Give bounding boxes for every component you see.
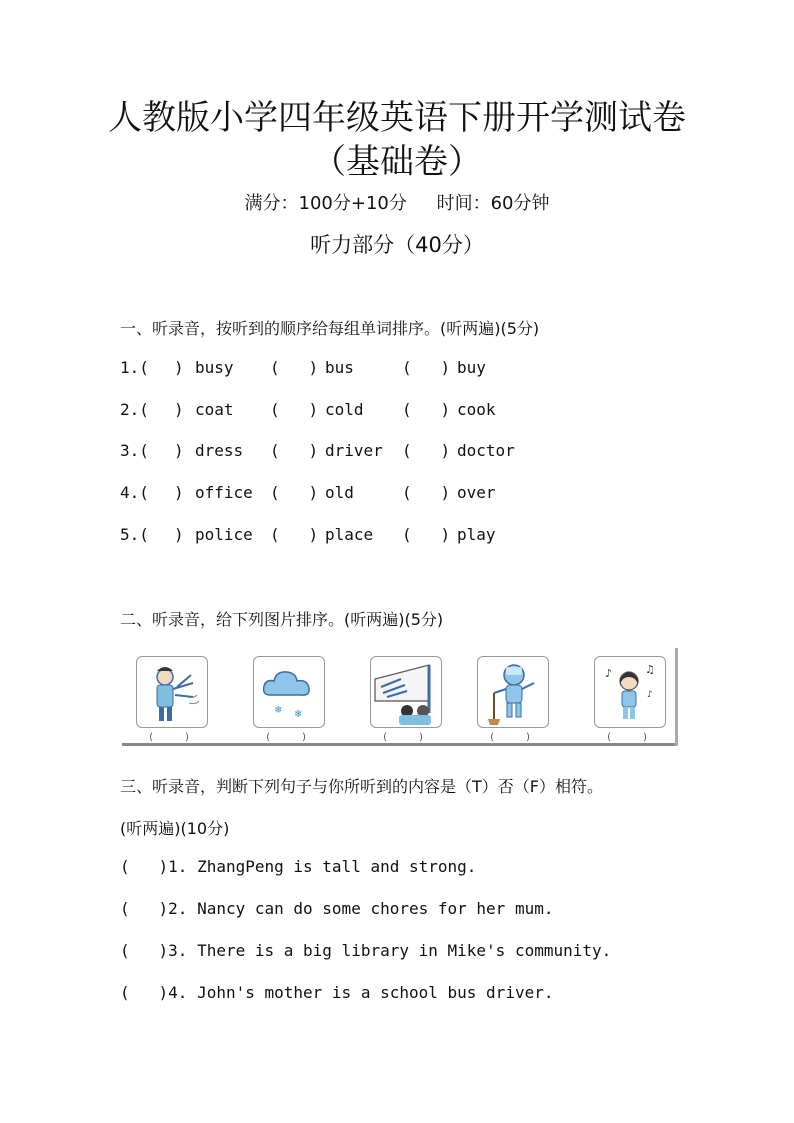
picture-answer-blank[interactable]: ( ) (148, 732, 191, 743)
page-title: 人教版小学四年级英语下册开学测试卷 (108, 98, 686, 138)
answer-blank[interactable]: ( ) (270, 400, 319, 419)
picture-5 (594, 656, 666, 728)
word-1: office (195, 483, 253, 502)
answer-blank[interactable]: ( ) (270, 525, 319, 544)
word-1: coat (195, 400, 234, 419)
word-3: over (457, 483, 496, 502)
answer-blank[interactable]: ( ) (270, 441, 319, 460)
part-heading: 听力部分（40分） (310, 233, 484, 257)
word-3: buy (457, 358, 486, 377)
svg-text:❄: ❄ (294, 709, 303, 720)
section3-heading: 三、听录音，判断下列句子与你所听到的内容是（T）否（F）相符。 (120, 777, 603, 796)
paren-close: ) (174, 358, 184, 377)
word-3: play (457, 525, 496, 544)
answer-blank[interactable]: ( ) (402, 483, 451, 502)
picture-3 (370, 656, 442, 728)
word-2: driver (325, 441, 383, 460)
row-number: 1.( (120, 358, 149, 377)
picture-1 (136, 656, 208, 728)
picture-answer-blank[interactable]: ( ) (382, 732, 425, 743)
exam-info (0, 189, 794, 215)
svg-text:♫: ♫ (645, 663, 655, 676)
picture-answer-blank[interactable]: ( ) (489, 732, 532, 743)
window-rain-icon (371, 657, 441, 727)
strip-right-border (675, 648, 678, 746)
word-2: cold (325, 400, 364, 419)
paren-close: ) (174, 525, 184, 544)
word-1: police (195, 525, 253, 544)
paren-close: ) (174, 400, 184, 419)
true-false-item[interactable]: ( )1. ZhangPeng is tall and strong. (120, 857, 477, 876)
true-false-item[interactable]: ( )4. John's mother is a school bus driver. (120, 983, 554, 1002)
girl-music-icon (595, 657, 665, 727)
answer-blank[interactable]: ( ) (402, 441, 451, 460)
answer-blank[interactable]: ( ) (270, 358, 319, 377)
picture-answer-blank[interactable]: ( ) (265, 732, 308, 743)
picture-2 (253, 656, 325, 728)
row-number: 4.( (120, 483, 149, 502)
robot-mop-icon (478, 657, 548, 727)
row-number: 3.( (120, 441, 149, 460)
picture-4 (477, 656, 549, 728)
page-subtitle: （基础卷） (312, 142, 482, 182)
answer-blank[interactable]: ( ) (402, 525, 451, 544)
answer-blank[interactable]: ( ) (402, 358, 451, 377)
word-3: doctor (457, 441, 515, 460)
word-2: old (325, 483, 354, 502)
paren-close: ) (174, 483, 184, 502)
word-1: dress (195, 441, 244, 460)
section2-heading: 二、听录音，给下列图片排序。(听两遍)(5分) (120, 610, 444, 629)
snow-cloud-icon (254, 657, 324, 727)
row-number: 5.( (120, 525, 149, 544)
word-2: place (325, 525, 374, 544)
word-3: cook (457, 400, 496, 419)
svg-text:♪: ♪ (605, 667, 613, 680)
section1-heading: 一、听录音，按听到的顺序给每组单词排序。(听两遍)(5分) (120, 319, 540, 338)
svg-text:❄: ❄ (274, 705, 283, 716)
true-false-item[interactable]: ( )2. Nancy can do some chores for her mum. (120, 899, 554, 918)
word-1: busy (195, 358, 234, 377)
paren-close: ) (174, 441, 184, 460)
boy-wind-icon (137, 657, 207, 727)
word-2: bus (325, 358, 354, 377)
strip-bottom-border (122, 743, 678, 746)
row-number: 2.( (120, 400, 149, 419)
time-info: 时间：60分钟 (436, 193, 550, 214)
answer-blank[interactable]: ( ) (402, 400, 451, 419)
score-info: 满分：100分+10分 (244, 193, 407, 214)
answer-blank[interactable]: ( ) (270, 483, 319, 502)
svg-text:♪: ♪ (647, 690, 653, 700)
true-false-item[interactable]: ( )3. There is a big library in Mike's community. (120, 941, 612, 960)
picture-answer-blank[interactable]: ( ) (606, 732, 649, 743)
picture-strip (122, 648, 678, 746)
section3-heading-note: (听两遍)(10分) (120, 819, 230, 838)
